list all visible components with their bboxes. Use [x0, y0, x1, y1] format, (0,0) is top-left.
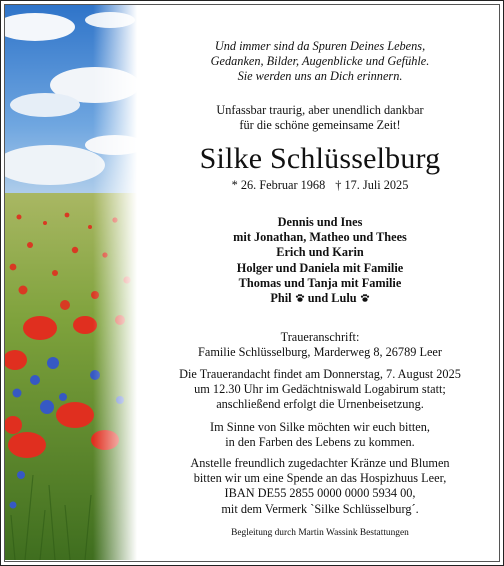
paw-print-icon	[295, 293, 305, 303]
mourner-line: Holger und Daniela mit Familie	[236, 260, 404, 275]
mourner-line: mit Jonathan, Matheo und Thees	[233, 230, 407, 245]
donation-line: bitten wir um eine Spende an das Hospizhuus Leer,	[193, 471, 447, 486]
address-line: Familie Schlüsselburg, Marderweg 8, 26789 Leer	[198, 345, 442, 360]
notice-text	[141, 1, 499, 561]
funeral-line: Die Trauerandacht findet am Donnerstag, 7. August 2025	[179, 367, 461, 381]
funeral-details	[141, 367, 499, 413]
address-label: Traueranschrift:	[280, 330, 360, 344]
funeral-line: um 12.30 Uhr im Gedächtniswald Logabirum statt;	[194, 382, 446, 397]
mourners-list	[141, 215, 499, 306]
birth-date: * 26. Februar 1968	[231, 178, 326, 192]
memorial-poem	[141, 39, 499, 85]
donation-line: Anstelle freundlich zugedachter Kränze und Blumen	[190, 456, 450, 470]
donation-line: mit dem Vermerk `Silke Schlüsselburg´.	[221, 501, 419, 516]
mourner-line: Thomas und Tanja mit Familie	[238, 275, 402, 290]
death-date: † 17. Juli 2025	[335, 178, 409, 192]
poem-line: Sie werden uns an Dich erinnern.	[237, 69, 403, 84]
paw-print-icon	[360, 293, 370, 303]
poem-line: Gedanken, Bilder, Augenblicke und Gefühle.	[210, 54, 430, 69]
donation-request	[141, 456, 499, 517]
intro-text	[141, 103, 499, 133]
funeral-line: anschließend erfolgt die Urnenbeisetzung.	[216, 397, 424, 412]
life-dates	[141, 178, 499, 193]
dress-request	[141, 420, 499, 450]
undertaker-credit: Begleitung durch Martin Wassink Bestattungen	[231, 528, 409, 538]
dress-line: in den Farben des Lebens zu kommen.	[225, 435, 415, 450]
dress-line: Im Sinne von Silke möchten wir euch bitten,	[210, 420, 430, 434]
pet-name-phil: Phil	[270, 291, 292, 306]
intro-line: Unfassbar traurig, aber unendlich dankbar	[216, 103, 424, 117]
pets-line	[141, 291, 499, 306]
photo-fade	[93, 5, 141, 560]
intro-line: für die schöne gemeinsame Zeit!	[239, 118, 401, 133]
deceased-name: Silke Schlüsselburg	[199, 142, 441, 175]
poem-line: Und immer sind da Spuren Deines Lebens,	[214, 39, 426, 53]
mourning-address	[141, 330, 499, 360]
mourner-line: Erich und Karin	[276, 245, 364, 260]
donation-iban: IBAN DE55 2855 0000 0000 5934 00,	[224, 486, 416, 501]
mourner-line: Dennis und Ines	[277, 215, 363, 229]
pet-name-lulu: und Lulu	[307, 291, 357, 306]
